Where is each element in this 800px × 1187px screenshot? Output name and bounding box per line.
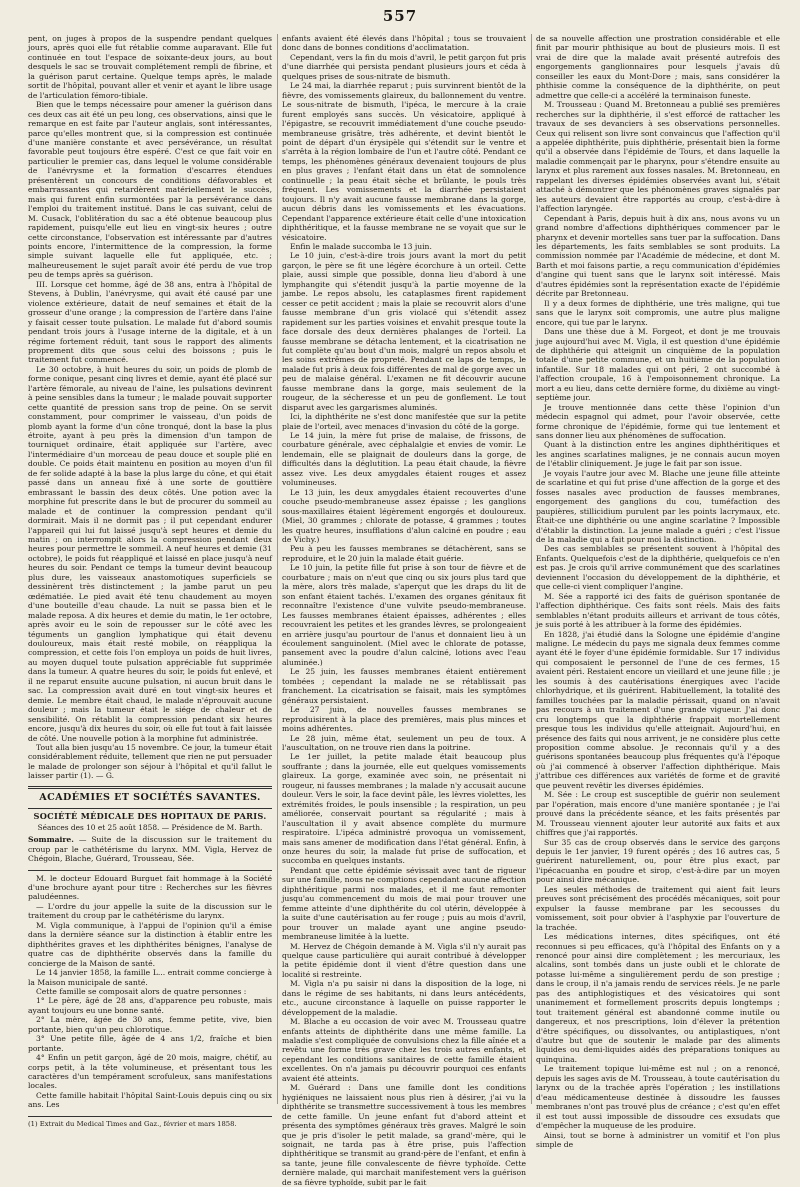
paragraph: Le traitement topique lui-même est nul ; on a renoncé, depuis les sages avis de M. Trousseau, à toute cautérisation du larynx ou de la trachée après l'opération ; les instillations d'eau médicamenteuse destinée à dissoudre les fausses membranes n'ont pas trouvé plus de créance ; c'est qu'en effet il est tout aussi impossible de dissoudre ces exsudats que d'empêcher la muqueuse de les produire. bbox=[536, 1064, 781, 1131]
section-divider bbox=[28, 786, 272, 789]
column-2 bbox=[282, 34, 526, 1187]
paragraph: M. Hervez de Chégoin demande à M. Vigla s'il n'y aurait pas quelque cause particulière qui aurait contribué à développer la petite épidémie dont il vient d'être question dans une localité si restreinte. bbox=[282, 941, 526, 979]
paragraph: M. Sée a rapporté ici des faits de guérison spontanée de l'affection diphthérique. Ces faits sont réels. Mais des faits semblables n'étant produits ailleurs et arrivant de tous côtés, je suis porté à les attribuer à la forme des épidémies. bbox=[536, 591, 780, 630]
paragraph: pent, on juges à propos de la suspendre pendant quelques jours, après quoi elle fut rétablie comme auparavant. Elle fut continuée en tout l'espace de soixante-deux jours, au bout desquels le sac se trouvait complétement rempli de fibrine, et la guérison parut certaine. Quelque temps après, le malade sortit de l'hôpital, pouvant aller et venir et ayant le libre usage de l'articulation fémoro-tibiale. bbox=[28, 34, 272, 100]
session-line: Séances des 10 et 25 août 1858. — Présidence de M. Barth. bbox=[37, 822, 263, 832]
paragraph: 1° Le père, âgé de 28 ans, d'apparence peu robuste, mais ayant toujours eu une bonne santé. bbox=[28, 996, 272, 1015]
paragraph: Le 28 juin, même état, seulement un peu de toux. A l'auscultation, on ne trouve rien dans la poitrine. bbox=[282, 733, 526, 752]
paragraph: Des cas semblables se présentent souvent à l'hôpital des Enfants. Quelquefois c'est de la diphthérie, quelquefois ce n'en est pas. Je crois qu'il arrive communément que des scarlatines deviennent l'occasion du développement de la diphthérie, et que celle-ci vient compliquer l'angine. bbox=[536, 544, 780, 592]
paragraph: Le 14 juin, la mère fut prise de malaise, de frissons, de courbature générale, avec céphalalgie et envies de vomir. Le lendemain, elle se plaignait de douleurs dans la gorge, de difficultés dans la déglutition. La peau était chaude, la fièvre assez vive. Les deux amygdales étaient rouges et assez volumineuses. bbox=[282, 431, 526, 488]
paragraph: Tout alla bien jusqu'au 15 novembre. Ce jour, la tumeur était considérablement réduite, tellement que rien ne put persuader le malade de prolonger son séjour à l'hôpital et qu'il fallut le laisser partir (1). — G. bbox=[28, 742, 272, 781]
paragraph: Il y a deux formes de diphthérie, une très maligne, qui tue sans que le larynx soit compromis, une autre plus maligne encore, qui tue par le larynx. bbox=[536, 298, 780, 327]
paragraph: M. Vigla communique, à l'appui de l'opinion qu'il a émise dans la dernière séance sur la distinction à établir entre les diphthérites graves et les diphthérites bénignes, l'analyse de quatre cas de diphthérite observés dans la famille du concierge de la Maison de santé. bbox=[28, 920, 272, 968]
paragraph: — L'ordre du jour appelle la suite de la discussion sur le traitement du croup par le cathétérisme du larynx. bbox=[28, 901, 272, 921]
paragraph: M. Guérard : Dans une famille dont les conditions hygiéniques ne laissaient nous plus rien à désirer, j'ai vu la diphthérite se transmettre successivement à tous les membres de cette famille. Un jeune enfant fut d'abord atteint et présenta des symptômes généraux très graves. Malgré le soin que je pris d'isoler le petit malade, sa grand'-mère, qui le soignait, ne tarda pas à être prise, puis l'affection diphthéritique se transmit au grand-père de l'enfant, et enfin à sa tante, jeune fille convalescente de fièvre typhoïde. Cette dernière malade, qui marchait manifestement vers la guérison de sa fièvre typhoïde, subit par le fait bbox=[282, 1083, 526, 1187]
paragraph: Sur 35 cas de croup observés dans le service des garçons depuis le 1er janvier, 19 furent opérés ; des 16 autres cas, 5 guérirent naturellement, ou, pour être plus exact, par l'ipécacuanha en poudre et sirop, c'est-à-dire par un moyen pour ainsi dire mécanique. bbox=[536, 837, 780, 885]
summary-text: — Suite de la discussion sur le traitement du croup par le cathétérisme du larynx. MM. Vigla, Hervez de Chégoin, Blache, Guérard, Trousseau, Sée. bbox=[28, 835, 272, 864]
paragraph: M. Sée : Le croup est susceptible de guérir non seulement par l'opération, mais encore d'une manière spontanée ; je l'ai prouvé dans la précédente séance, et les faits présentés par M. Trousseau viennent ajouter leur autorité aux faits et aux chiffres que j'ai rapportés. bbox=[536, 790, 780, 838]
paragraph: Je voyais l'autre jour avec M. Blache une jeune fille atteinte de scarlatine et qui fut prise d'une affection de la gorge et des fosses nasales avec production de fausses membranes, engorgement des ganglions du cou, tuméfaction des paupières, stillicidium purulent par les points lacrymaux, etc. Était-ce une diphthérie ou une angine scarlatine ? Impossible d'établir la distinction. La jeune malade a guéri ; c'est l'issue de la maladie qui a fait pour moi la distinction. bbox=[536, 468, 780, 545]
paragraph: M. Trousseau : Quand M. Bretonneau a publié ses premières recherches sur la diphthérie, il s'est efforcé de rattacher les travaux de ses devanciers à ses observations personnelles. Ceux qui relisent son livre sont convaincus que l'affection qu'il a appelée diphthérite, puis diphthérie, présentait bien la forme qu'il a observée dans l'épidémie de Tours, et dans laquelle la maladie commençait par le pharynx, pour s'étendre ensuite au larynx et plus rarement aux fosses nasales. M. Bretonneau, en rappelant les diverses épidémies observées avant lui, s'était attaché à démontrer que les phénomènes graves signalés par les auteurs devaient être rapportés au croup, c'est-à-dire à l'affection laryngée. bbox=[536, 100, 780, 214]
footnote: (1) Extrait du Medical Times and Gaz., février et mars 1858. bbox=[28, 1119, 237, 1128]
paragraph: Cette famille habitait l'hôpital Saint-Louis depuis cinq ou six ans. Les bbox=[28, 1090, 272, 1110]
paragraph: Le 10 juin, la petite fille fut prise à son tour de fièvre et de courbature ; mais on n'eut que cinq ou six jours plus tard que la mère, alors très malade, s'aperçut que les draps du lit de son enfant étaient tachés. L'examen des organes génitaux fit reconnaître l'existence d'une vulvite pseudo-membraneuse. Les fausses membranes étaient épaisses, adhérentes ; elles recouvraient les petites et les grandes lèvres, se prolongeaient en arrière jusqu'au pourtour de l'anus et donnaient lieu à un écoulement sanguinolent. (Miel avec le chlorate de potasse, pansement avec la poudre d'alun calciné, lotions avec l'eau aluminée.) bbox=[282, 563, 526, 667]
page-number: 557 bbox=[382, 7, 418, 25]
paragraph: Cette famille se composait alors de quatre personnes : bbox=[36, 986, 247, 996]
footnote-divider bbox=[28, 1116, 272, 1117]
article-columns bbox=[28, 34, 781, 1187]
paragraph: Peu à peu les fausses membranes se détachèrent, sans se reproduire, et le 20 juin la malade était guérie. bbox=[282, 544, 526, 563]
column-3 bbox=[536, 34, 781, 1150]
paragraph: Dans une thèse due à M. Forgeot, et dont je me trouvais juge aujourd'hui avec M. Vigla, il est question d'une épidémie de diphthérie qui atteignit un cinquième de la population totale d'une petite commune, et un huitième de la population infantile. Sur 18 malades qui ont péri, 2 ont succombé à l'affection croupale, 16 à l'empoisonnement chronique. La mort a eu lieu, dans cette dernière forme, du dixième au vingt-septième jour. bbox=[536, 327, 780, 403]
paragraph: Enfin le malade succomba le 13 juin. bbox=[290, 241, 432, 251]
society-title: SOCIÉTÉ MÉDICALE DES HOPITAUX DE PARIS. bbox=[33, 811, 267, 822]
paragraph: de sa nouvelle affection une prostration considérable et elle finit par mourir phthisique au bout de plusieurs mois. Il est vrai de dire que la malade avait présenté autrefois des engorgements ganglionnaires pour lesquels j'avais dû conseiller les eaux du Mont-Dore ; mais, sans considérer la phthisie comme la conséquence de la diphthérite, on peut admettre que celle-ci a accéléré la terminaison funeste. bbox=[536, 34, 780, 100]
divider bbox=[28, 870, 272, 871]
paragraph: Le 13 juin, les deux amygdales étaient recouvertes d'une couche pseudo-membraneuse assez épaisse ; les ganglions sous-maxillaires étaient légèrement engorgés et douloureux. (Miel, 30 grammes ; chlorate de potasse, 4 grammes ; toutes les quatre heures, insufflations d'alun calciné en poudre ; eau de Vichy.) bbox=[282, 487, 526, 545]
paragraph: Je trouve mentionnée dans cette thèse l'opinion d'un médecin espagnol qui admet, pour l'avoir observée, cette forme chronique de l'épidémie, forme qui tue lentement et sans donner lieu aux phénomènes de suffocation. bbox=[536, 402, 780, 441]
paragraph: 4° Enfin un petit garçon, âgé de 20 mois, maigre, chétif, au corps petit, à la tête volumineuse, et présentant tous les caractères d'un tempérament scrofuleux, sans manifestations locales. bbox=[28, 1053, 272, 1091]
paragraph: Ici, la diphthérite ne s'est donc manifestée que sur la petite plaie de l'orteil, avec menaces d'invasion du côté de la gorge. bbox=[282, 412, 526, 431]
paragraph: III. Lorsque cet homme, âgé de 38 ans, entra à l'hôpital de Stevens, à Dublin, l'anévrysme, qui avait été causé par une violence extérieure, datait de neuf semaines et était de la grosseur d'une orange ; la compression de l'artère dans l'aine y faisait cesser toute pulsation. Le malade fut d'abord soumis pendant trois jours à l'usage interne de la digitale, et à un régime fortement réduit, tant sous le rapport des aliments proprement dits que sous celui des boissons ; puis le traitement fut commencé. bbox=[28, 279, 272, 365]
divider bbox=[28, 808, 272, 809]
paragraph: M. Vigla n'a pu saisir ni dans la disposition de la loge, ni dans le régime de ses habitants, ni dans leurs antécédents, etc., aucune circonstance à laquelle on puisse rapporter le développement de la maladie. bbox=[282, 979, 526, 1017]
paragraph: Les seules méthodes de traitement qui aient fait leurs preuves sont précisément des procédés mécaniques, soit pour expulser la fausse membrane par les secousses du vomissement, soit pour obvier à l'asphyxie par l'ouverture de la trachée. bbox=[536, 884, 780, 932]
column-1 bbox=[28, 34, 272, 1128]
summary bbox=[28, 835, 272, 863]
paragraph: Le 10 juin, c'est-à-dire trois jours avant la mort du petit garçon, le père se fit une légère écorchure à un orteil. Cette plaie, aussi simple que possible, donna lieu d'abord à une lymphangite qui s'étendit jusqu'à la partie moyenne de la jambe. Le repos absolu, les cataplasmes firent rapidement cesser ce petit accident ; mais la plaie se recouvrit alors d'une fausse membrane d'un gris violacé qui s'étendit assez rapidement sur les parties voisines et envahit presque toute la face dorsale des deux dernières phalanges de l'orteil. La fausse membrane se détacha lentement, et la cicatrisation ne fut complète qu'au bout d'un mois, malgré un repos absolu et les soins extrêmes de propreté. Pendant ce laps de temps, le malade fut pris à deux fois différentes de mal de gorge avec un peu de malaise général. L'examen ne fit découvrir aucune fausse membrane dans la gorge, mais seulement de la rougeur, de la sécheresse et un peu de gonflement. Le tout disparut avec les gargarismes aluminés. bbox=[282, 251, 526, 412]
paragraph: M. le docteur Edouard Burguet fait hommage à la Société d'une brochure ayant pour titre : Recherches sur les fièvres paludéennes. bbox=[28, 873, 272, 902]
paragraph: Cependant à Paris, depuis huit à dix ans, nous avons vu un grand nombre d'affections diphthériques commencer par le pharynx et devenir mortelles sans tuer par la suffocation. Dans les départements, les faits semblables se sont produits. La commission nommée par l'Académie de médecine, et dont M. Barth et moi faisons partie, a reçu communication d'épidémies d'angine qui tuent sans que le larynx soit intéressé. Mais d'autres épidémies sont la représentation exacte de l'épidémie décrite par Bretonneau. bbox=[536, 213, 780, 299]
paragraph: Ainsi, tout se borne à administrer un vomitif et l'on plus simple de bbox=[536, 1130, 780, 1150]
paragraph: En 1828, j'ai étudié dans la Sologne une épidémie d'angine maligne. Le médecin du pays me signala deux femmes comme ayant été le foyer d'une épidémie formidable. Sur 17 individus qui composaient le personnel de l'une de ces fermes, 15 avaient péri. Restaient encore un vieillard et une jeune fille ; je les soumis à des cautérisations énergiques avec l'acide chlorhydrique, et ils guérirent. Habituellement, la totalité des familles touchées par la maladie périssait, quand on n'avait pas recours à un traitement d'une grande vigueur. J'ai donc cru longtemps que la diphthérie frappait mortellement presque tous les individus qu'elle atteignait. Aujourd'hui, en présence des faits qui nous arrivent, je ne considère plus cette proposition comme absolue. Je reconnais qu'il y a des guérisons spontanées beaucoup plus fréquentes qu'à l'époque où j'ai commencé à observer l'affection diphthérique. Mais j'attribue ces différences aux variétés de forme et de gravité que peuvent revêtir les diverses épidémies. bbox=[536, 629, 780, 790]
paragraph: Quant à la distinction entre les angines diphthéritiques et les angines scarlatines malignes, je ne connais aucun moyen de l'établir cliniquement. Je juge le fait par son issue. bbox=[536, 440, 780, 469]
paragraph: Le 27 juin, de nouvelles fausses membranes se reproduisirent à la place des premières, mais plus minces et moins adhérentes. bbox=[282, 705, 526, 734]
paragraph: Le 14 janvier 1858, la famille L... entrait comme concierge à la Maison municipale de santé. bbox=[28, 968, 272, 987]
paragraph: Bien que le temps nécessaire pour amener la guérison dans ces deux cas ait été un peu long, ces observations, ainsi que le remarque en est faite par l'auteur anglais, sont intéressantes, parce qu'elles montrent que, si la compression est continuée d'une manière constante et avec persévérance, un résultat favorable peut toujours être espéré. C'est ce que fait voir en particulier le premier cas, dans lequel le volume considérable de l'anévrysme et la formation d'escarres étendues présentèrent un concours de conditions défavorables et embarrassantes qui retardèrent matériellement le succès, mais qui furent enfin surmontées par la persévérance dans l'emploi du traitement institué. Dans le cas suivant, celui de M. Cusack, l'oblitération du sac a été obtenue beaucoup plus rapidement, puisqu'elle eut lieu en vingt-six heures ; outre cette circonstance, l'observation est intéressante par d'autres points encore, l'intermittence de la compression, la forme simple suivant laquelle elle fut appliquée, etc. ; malheureusement le sujet paraît avoir été perdu de vue trop peu de temps après sa guérison. bbox=[28, 100, 272, 280]
paragraph: Le 30 octobre, à huit heures du soir, un poids de plomb de forme conique, pesant cinq livres et demie, ayant été placé sur l'artère fémorale, au niveau de l'aine, les pulsations devinrent à peine sensibles dans la tumeur ; le malade pouvait supporter cette quantité de pression sans trop de peine. On se servit constamment, pour comprimer le vaisseau, d'un poids de plomb ayant la forme d'un cône tronqué, dont la base la plus étroite, ayant à peu près la dimension d'un tampon de tourniquet ordinaire, était appliquée sur l'artère, avec l'intermédiaire d'un morceau de peau douce et souple plié en double. Ce poids était maintenu en position au moyen d'un fil de fer solide adapté à la base la plus large du cône, et qui était passé dans un anneau fixé à une sorte de gouttière embrassant le bassin des deux côtés. Une potion avec la morphine fut prescrite dans le but de procurer du sommeil au malade et de continuer la compression pendant qu'il dormirait. Mais il ne dormit pas ; il put cependant endurer l'appareil qui lui fut laissé jusqu'à sept heures et demie du matin ; on interrompit alors la compression pendant deux heures pour permettre le sommeil. A neuf heures et demie (31 octobre), le poids fut réappliqué et laissé en place jusqu'à neuf heures du soir. Pendant ce temps la tumeur devint beaucoup plus dure, les vaisseaux anastomotiques superficiels se dessinèrent très distinctement ; la jambe parut un peu œdématiée. Le pied avait été tenu chaudement au moyen d'une bouteille d'eau chaude. La nuit se passa bien et le malade reposa. A dix heures et demie du matin, le 1er octobre, après avoir eu le soin de repousser sur le côté avec les téguments un ganglion lymphatique qui était devenu douloureux, mais était resté mobile, on réappliqua la compression, et cette fois l'on employa un poids de huit livres, au moyen duquel toute pulsation appréciable fut supprimée dans la tumeur. A quatre heures du soir, le poids fut enlevé, et il ne reparut ensuite aucune pulsation, ni aucun bruit dans le sac. La compression avait duré en tout vingt-six heures et demie. Le membre était chaud, le malade n'éprouvait aucune douleur ; mais la tumeur était le siége de chaleur et de sensibilité. On rétablit la compression pendant six heures encore, jusqu'à dix heures du soir, où elle fut tout à fait laissée de côté. Une nouvelle potion à la morphine fut administrée. bbox=[28, 364, 272, 743]
paragraph: enfants avaient été élevés dans l'hôpital ; tous se trouvaient donc dans de bonnes conditions d'acclimatation. bbox=[282, 34, 526, 53]
paragraph: 3° Une petite fille, âgée de 4 ans 1/2, fraîche et bien portante. bbox=[28, 1034, 272, 1053]
section-title: ACADÉMIES ET SOCIÉTÉS SAVANTES. bbox=[39, 791, 261, 803]
paragraph: 2° La mère, âgée de 30 ans, femme petite, vive, bien portante, bien qu'un peu chlorotique. bbox=[28, 1015, 272, 1034]
paragraph: Pendant que cette épidémie sévissait avec tant de rigueur sur une famille, nous ne comptions cependant aucune affection diphthéritique parmi nos malades, et il me faut remonter jusqu'au commencement du mois de mai pour trouver une femme atteinte d'une diphthérite du col utérin, développée à la suite d'une cautérisation au fer rouge ; puis au mois d'avril, pour trouver un malade ayant une angine pseudo-membraneuse limitée à la luette. bbox=[282, 865, 526, 942]
paragraph: Cependant, vers la fin du mois d'avril, le petit garçon fut pris d'une diarrhée qui persista pendant plusieurs jours et céda à quelques prises de sous-nitrate de bismuth. bbox=[282, 52, 526, 81]
summary-lead: Sommaire. bbox=[28, 835, 74, 845]
paragraph: Les médications internes, dites spécifiques, ont été reconnues si peu efficaces, qu'à l'hôpital des Enfants on y a renoncé pour ainsi dire complètement ; les mercuriaux, les alcalins, sont tombés dans un juste oubli et le chlorate de potasse lui-même a singulièrement perdu de son prestige ; dans le croup, il n'a jamais rendu de services réels. Je ne parle pas des antiphlogistiques et des vésicatoires qui sont unanimement et formellement proscrits depuis longtemps ; tout traitement général est abandonné comme inutile ou dangereux, et nos prescriptions, loin d'élever la prétention d'être spécifiques, ou dissolvantes, ou antiplastiques, n'ont d'autre but que de soutenir le malade par des aliments liquides ou demi-liquides aidés des préparations toniques au quinquina. bbox=[536, 932, 780, 1064]
paragraph: Le 1er juillet, la petite malade était beaucoup plus souffrante ; dans la journée, elle eut quelques vomissements glaireux. La gorge, examinée avec soin, ne présentait ni rougeur, ni fausses membranes ; la malade n'y accusait aucune douleur. Vers le soir, la face devint pâle, les lèvres violettes, les extrémités froides, le pouls insensible ; la respiration, un peu améliorée, conservait pourtant sa régularité ; mais à l'auscultation il y avait absence complète du murmure respiratoire. L'ipéca administré provoqua un vomissement, mais sans amener de modification dans l'état général. Enfin, à onze heures du soir, la malade fut prise de suffocation, et succomba en quelques instants. bbox=[282, 752, 526, 866]
paragraph: Le 24 mai, la diarrhée reparut ; puis survinrent bientôt de la fièvre, des vomissements glaireux, du ballonnement du ventre. Le sous-nitrate de bismuth, l'ipéca, le mercure à la craie furent employés sans succès. Un vésicatoire, appliqué à l'épigastre, se recouvrit immédiatement d'une couche pseudo-membraneuse grisâtre, très adhérente, et devint bientôt le point de départ d'un érysipèle qui s'étendit sur le ventre et s'arrêta à la région lombaire de l'un et l'autre côté. Pendant ce temps, les phénomènes généraux devenaient toujours de plus en plus graves ; l'enfant était dans un état de somnolence continuelle ; la peau était sèche et brûlante, le pouls très fréquent. Les vomissements et la diarrhée persistaient toujours. Il n'y avait aucune fausse membrane dans la gorge, aucun débris dans les vomissements et les évacuations. Cependant l'apparence extérieure était celle d'une intoxication diphthéritique, et la fausse membrane ne se voyait que sur le vésicatoire. bbox=[282, 81, 526, 242]
paragraph: M. Blache a eu occasion de voir avec M. Trousseau quatre enfants atteints de diphthérite dans une même famille. La maladie s'est compliquée de convulsions chez la fille aînée et a revêtu une forme très grave chez les trois autres enfants, et cependant les conditions sanitaires de cette famille étaient excellentes. On n'a jamais pu découvrir pourquoi ces enfants avaient été atteints. bbox=[282, 1017, 526, 1083]
paragraph: Le 25 juin, les fausses membranes étaient entièrement tombées ; cependant la malade ne se rétablissait pas franchement. La cicatrisation se faisait, mais les symptômes généraux persistaient. bbox=[282, 667, 526, 705]
